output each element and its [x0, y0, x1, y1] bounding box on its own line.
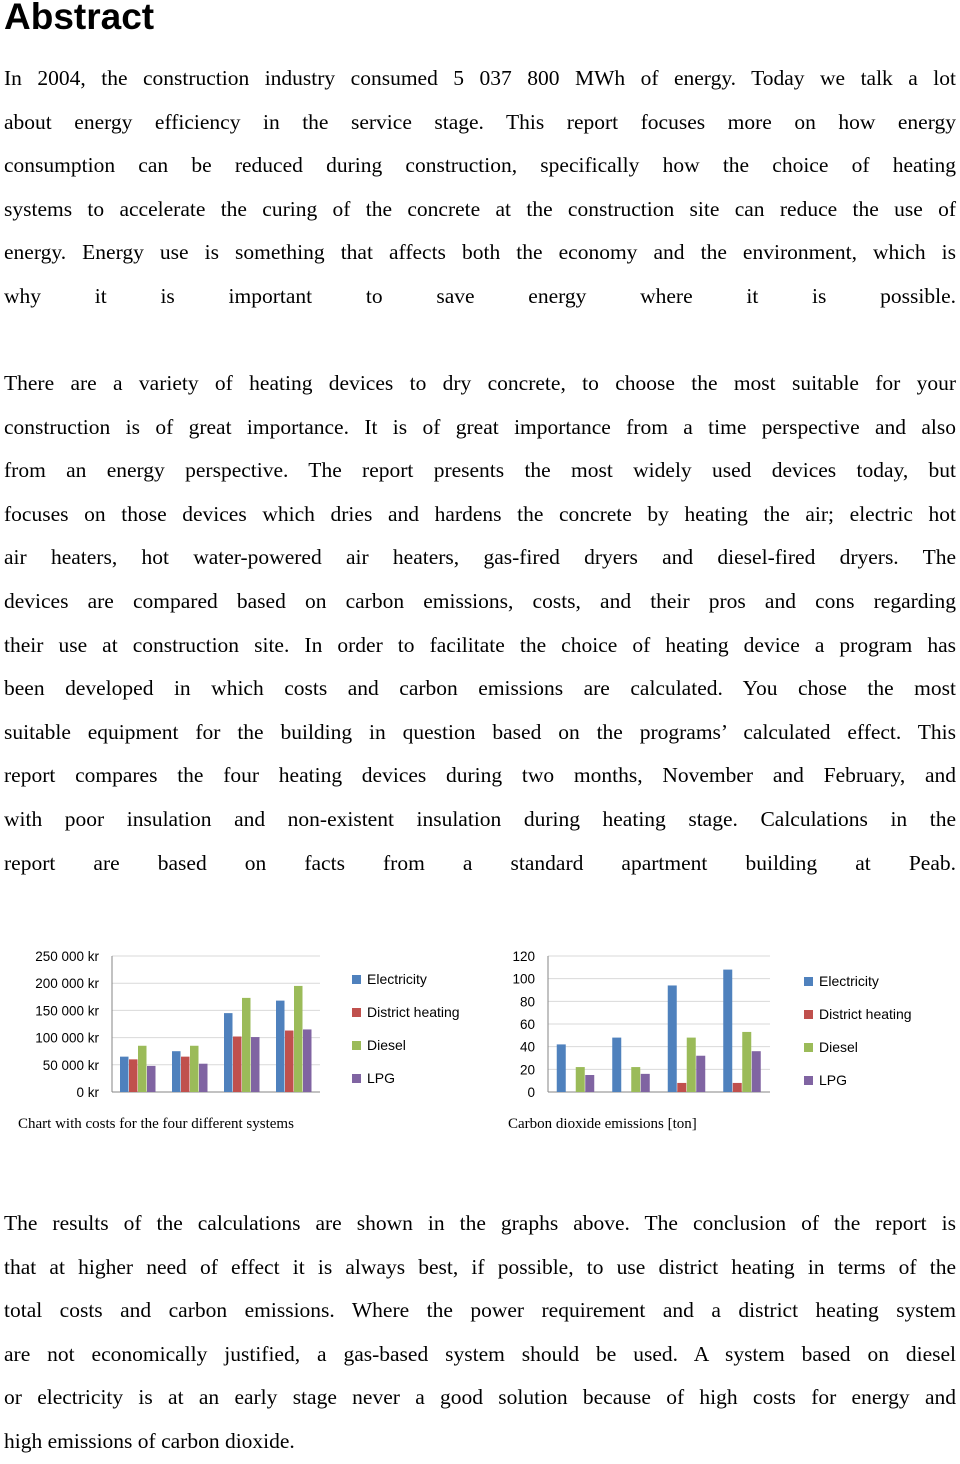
text-line: from an energy perspective. The report presents the most widely used devices today, but	[4, 458, 956, 483]
y-tick-label: 250 000 kr	[35, 949, 99, 964]
cost-chart-caption: Chart with costs for the four different systems	[18, 1116, 294, 1132]
text-line: about energy efficiency in the service stage. This report focuses more on how energy	[4, 109, 956, 134]
y-tick-label: 120	[512, 949, 535, 964]
bar-diesel	[138, 1046, 147, 1092]
text-line: The results of the calculations are shown in the graphs above. The conclusion of the report is	[4, 1211, 956, 1235]
bar-diesel	[242, 998, 251, 1092]
text-line: are not economically justified, a gas-based system should be used. A system based on diesel	[4, 1341, 956, 1366]
y-tick-label: 50 000 kr	[42, 1057, 99, 1073]
legend-label: Electricity	[819, 973, 879, 989]
text-line: construction is of great importance. It is of great importance from a time perspective and also	[4, 414, 956, 439]
y-tick-label: 0 kr	[76, 1085, 99, 1100]
bar-electricity	[120, 1057, 129, 1092]
bar-electricity	[224, 1013, 233, 1092]
bar-electricity	[276, 1001, 285, 1092]
bar-diesel	[631, 1067, 640, 1092]
bar-diesel	[576, 1067, 585, 1092]
text-line: There are a variety of heating devices to dry concrete, to choose the most suitable for your	[4, 371, 956, 395]
text-line: report are based on facts from a standard apartment building at Peab.	[4, 850, 956, 875]
bar-lpg	[303, 1029, 312, 1092]
legend-label: District heating	[367, 1004, 460, 1020]
bar-diesel	[190, 1046, 199, 1092]
page-title: Abstract	[4, 0, 155, 37]
bar-electricity	[557, 1044, 566, 1092]
text-line: been developed in which costs and carbon emissions are calculated. You chose the most	[4, 676, 956, 701]
legend-swatch	[804, 1010, 813, 1019]
text-line: that at higher need of effect it is always best, if possible, to use district heating in terms of the	[4, 1254, 956, 1279]
y-tick-label: 60	[519, 1017, 535, 1032]
legend-label: LPG	[367, 1070, 396, 1086]
text-line: report compares the four heating devices during two months, November and February, and	[4, 763, 956, 788]
legend-swatch	[352, 975, 361, 984]
bar-district-heating	[677, 1083, 686, 1092]
bar-district-heating	[285, 1031, 294, 1092]
legend-label: LPG	[819, 1072, 848, 1088]
bar-diesel	[742, 1032, 751, 1092]
y-tick-label: 0	[527, 1085, 535, 1100]
bar-lpg	[585, 1075, 594, 1092]
text-line: air heaters, hot water-powered air heaters, gas-fired dryers and diesel-fired dryers. The	[4, 545, 956, 570]
bar-electricity	[668, 985, 677, 1092]
legend-label: Diesel	[819, 1039, 858, 1055]
text-line: In 2004, the construction industry consumed 5 037 800 MWh of energy. Today we talk a lot	[4, 66, 956, 90]
cost-chart	[0, 935, 490, 1110]
y-tick-label: 100 000 kr	[35, 1030, 99, 1046]
y-tick-label: 150 000 kr	[35, 1003, 99, 1019]
legend-swatch	[804, 1043, 813, 1052]
legend-swatch	[804, 977, 813, 986]
bar-electricity	[723, 970, 732, 1092]
y-tick-label: 20	[519, 1062, 535, 1078]
emissions-chart-caption: Carbon dioxide emissions [ton]	[508, 1116, 697, 1132]
bar-lpg	[641, 1074, 650, 1092]
bar-district-heating	[233, 1037, 242, 1092]
bar-district-heating	[129, 1059, 138, 1092]
text-line: their use at construction site. In order to facilitate the choice of heating device a program has	[4, 632, 956, 657]
text-line: with poor insulation and non-existent insulation during heating stage. Calculations in the	[4, 806, 956, 831]
bar-electricity	[172, 1051, 181, 1092]
bar-lpg	[251, 1037, 260, 1092]
bar-electricity	[612, 1038, 621, 1092]
y-tick-label: 40	[519, 1039, 535, 1055]
text-line: devices are compared based on carbon emissions, costs, and their pros and cons regarding	[4, 588, 956, 613]
text-line: energy. Energy use is something that affects both the economy and the environment, which is	[4, 240, 956, 265]
y-tick-label: 200 000 kr	[35, 976, 99, 992]
text-line: focuses on those devices which dries and hardens the concrete by heating the air; electric hot	[4, 501, 956, 526]
bar-diesel	[294, 986, 303, 1092]
bar-district-heating	[181, 1057, 190, 1092]
legend-swatch	[352, 1041, 361, 1050]
legend-swatch	[804, 1076, 813, 1085]
text-line: or electricity is at an early stage never a good solution because of high costs for energy and	[4, 1385, 956, 1410]
legend-swatch	[352, 1074, 361, 1083]
text-line: total costs and carbon emissions. Where the power requirement and a district heating system	[4, 1298, 956, 1323]
legend-label: Diesel	[367, 1037, 406, 1053]
text-line: consumption can be reduced during construction, specifically how the choice of heating	[4, 153, 956, 178]
bar-district-heating	[733, 1083, 742, 1092]
text-line: why it is important to save energy where it is possible.	[4, 283, 956, 308]
y-tick-label: 80	[519, 994, 535, 1010]
emissions-chart	[490, 935, 960, 1110]
legend-swatch	[352, 1008, 361, 1017]
bar-lpg	[752, 1051, 761, 1092]
bar-lpg	[199, 1064, 208, 1092]
abstract-paragraph-2	[4, 362, 956, 885]
abstract-paragraph-1	[4, 57, 956, 319]
y-tick-label: 100	[512, 971, 535, 987]
text-line: suitable equipment for the building in question based on the programs’ calculated effect. This	[4, 719, 956, 744]
abstract-paragraph-3	[4, 1202, 956, 1464]
text-line: high emissions of carbon dioxide.	[4, 1428, 295, 1453]
legend-label: Electricity	[367, 971, 427, 987]
bar-lpg	[696, 1056, 705, 1092]
text-line: systems to accelerate the curing of the concrete at the construction site can reduce the use of	[4, 196, 956, 221]
legend-label: District heating	[819, 1006, 912, 1022]
bar-diesel	[687, 1038, 696, 1092]
bar-lpg	[147, 1066, 156, 1092]
